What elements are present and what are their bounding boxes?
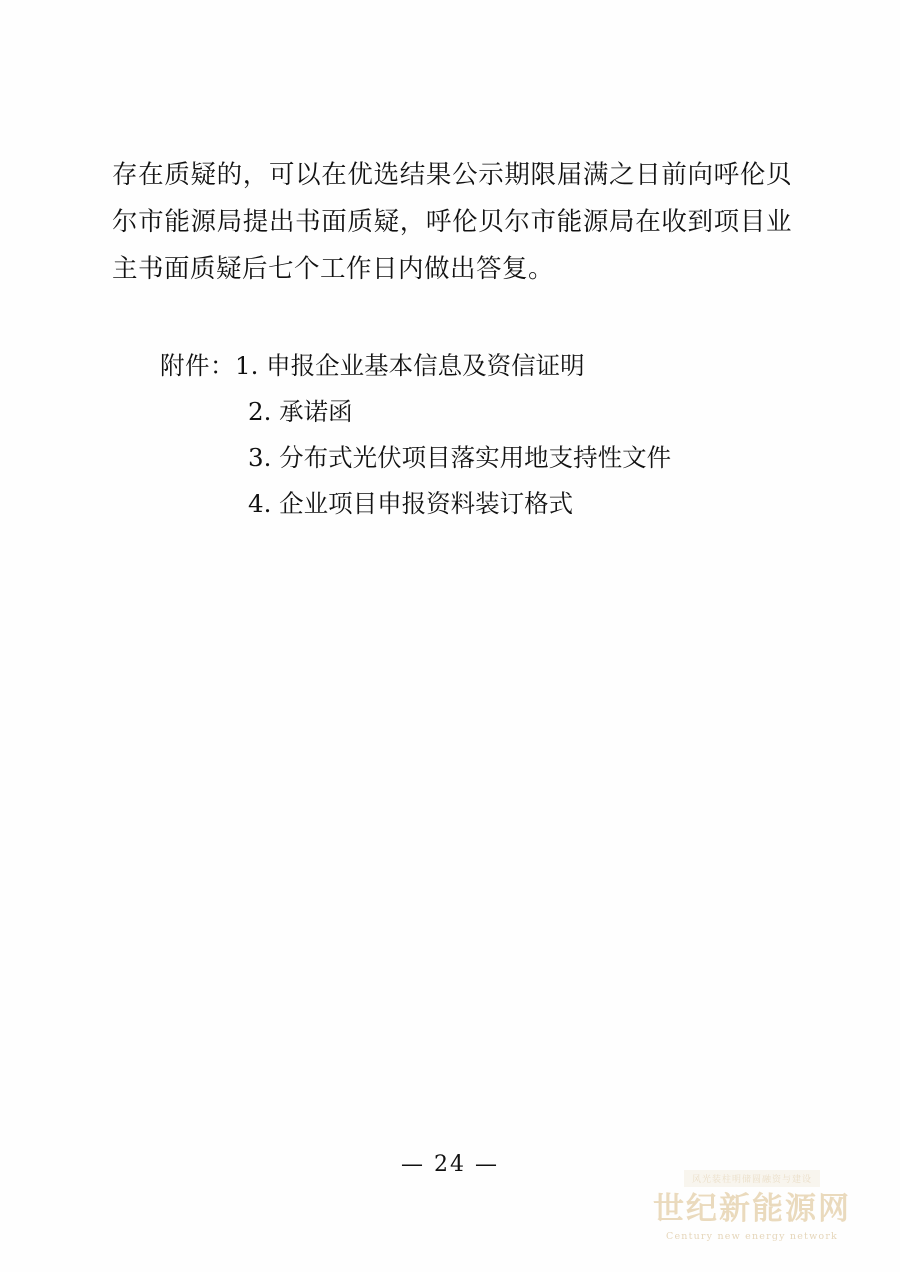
list-item: 2. 承诺函 <box>248 397 353 426</box>
attachments-label: 附件： <box>160 351 235 380</box>
watermark-sub-text: Century new energy network <box>665 1231 839 1242</box>
attachment-line <box>160 481 792 527</box>
list-item: 1. 申报企业基本信息及资信证明 <box>235 351 585 380</box>
list-item: 3. 分布式光伏项目落实用地支持性文件 <box>248 443 672 472</box>
page-number: — 24 — <box>401 1152 499 1177</box>
attachment-line <box>160 435 792 481</box>
watermark-top-text: 风光装柱明储圆融资与建设 <box>684 1170 820 1187</box>
watermark-main-text: 世纪新能源网 <box>653 1191 851 1227</box>
watermark <box>632 1167 872 1262</box>
attachment-line <box>160 389 792 435</box>
attachment-first-line <box>160 343 792 389</box>
attachment-list <box>112 343 792 527</box>
list-item: 4. 企业项目申报资料装订格式 <box>248 489 574 518</box>
document-content <box>112 152 792 527</box>
body-paragraph: 存在质疑的，可以在优选结果公示期限届满之日前向呼伦贝尔市能源局提出书面质疑，呼伦贝尔市能源局在收到项目业主书面质疑后七个工作日内做出答复。 <box>112 160 792 284</box>
